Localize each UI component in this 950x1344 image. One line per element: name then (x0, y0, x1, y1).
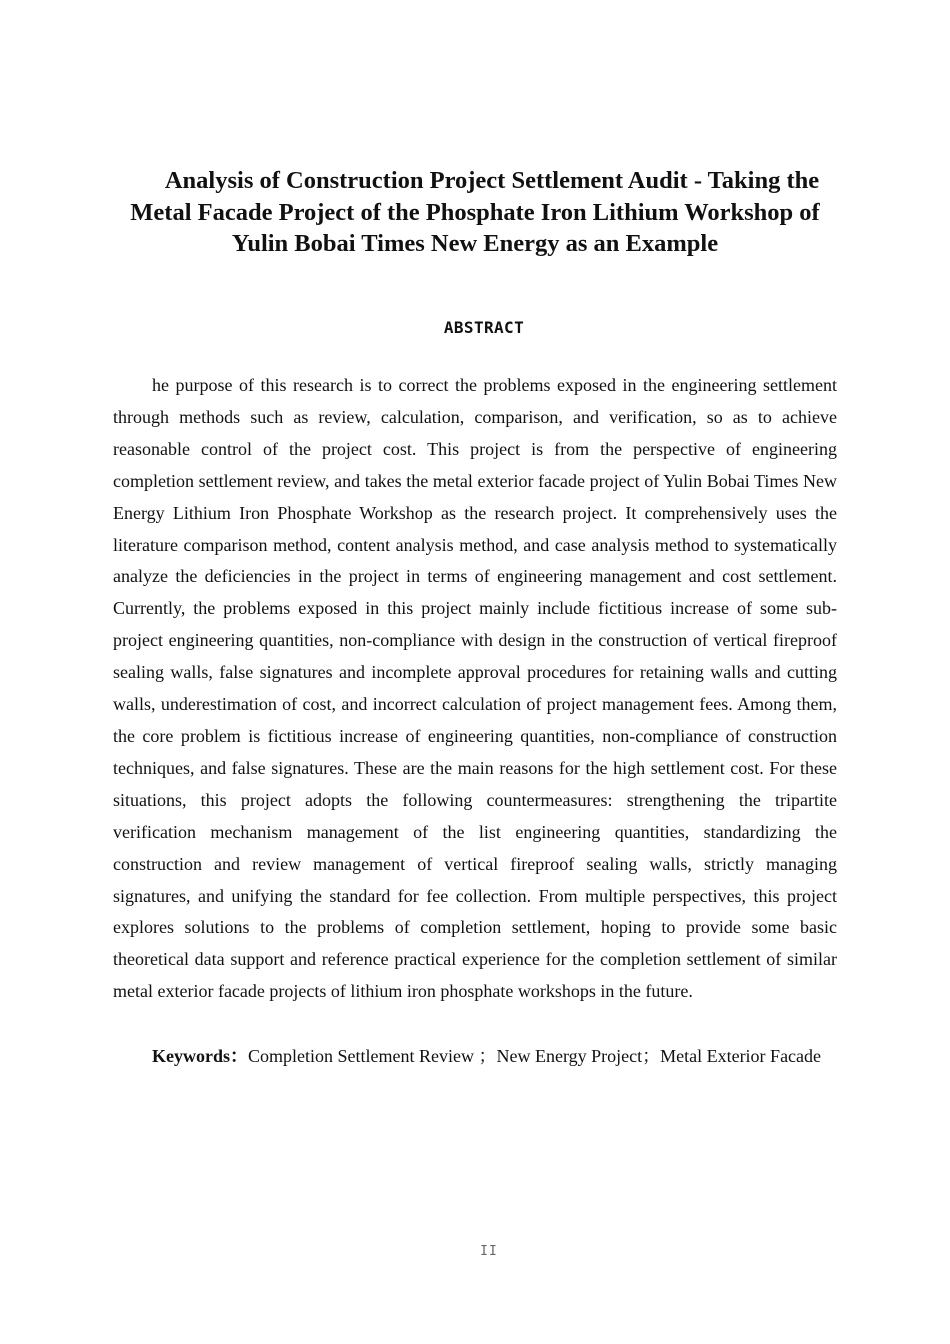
page-number: II (480, 1244, 498, 1259)
abstract-heading: ABSTRACT (443, 318, 525, 337)
keywords-label: Keywords： (152, 1046, 248, 1066)
keywords-line (113, 1041, 837, 1073)
paper-title: Analysis of Construction Project Settlement Audit - Taking the Metal Facade Project of the Phosphate Iron Lithium Workshop of Yulin Bobai Times New Energy as an Example (130, 167, 820, 257)
abstract-body: he purpose of this research is to correct the problems exposed in the engineering settlement through methods such as review, calculation, comparison, and verification, so as to achieve reasonable control of the project cost. This project is from the perspective of engineering completion settlement review, and takes the metal exterior facade project of Yulin Bobai Times New Energy Lithium Iron Phosphate Workshop as the research project. It comprehensively uses the literature comparison method, content analysis method, and case analysis method to systematically analyze the deficiencies in the project in terms of engineering management and cost settlement. Currently, the problems exposed in this project mainly include fictitious increase of some sub-project engineering quantities, non-compliance with design in the construction of vertical fireproof sealing walls, false signatures and incomplete approval procedures for retaining walls and cutting walls, underestimation of cost, and incorrect calculation of project management fees. Among them, the core problem is fictitious increase of engineering quantities, non-compliance of construction techniques, and false signatures. These are the main reasons for the high settlement cost. For these situations, this project adopts the following countermeasures: strengthening the tripartite verification mechanism management of the list engineering quantities, standardizing the construction and review management of vertical fireproof sealing walls, strictly managing signatures, and unifying the standard for fee collection. From multiple perspectives, this project explores solutions to the problems of completion settlement, hoping to provide some basic theoretical data support and reference practical experience for the completion settlement of similar metal exterior facade projects of lithium iron phosphate workshops in the future. (113, 375, 837, 1002)
keywords-text: Completion Settlement Review ；New Energy Project；Metal Exterior Facade (248, 1046, 822, 1066)
